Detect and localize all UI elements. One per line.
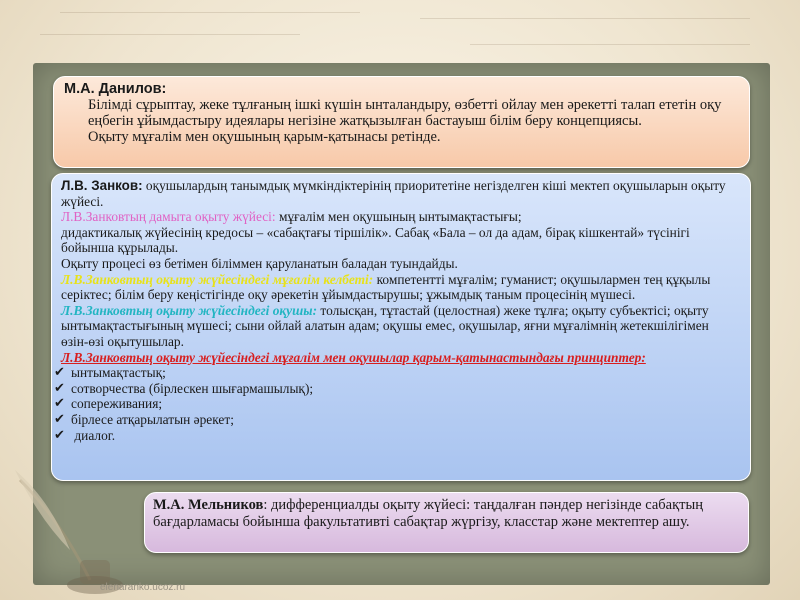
bullet-icon	[64, 97, 88, 129]
principle-text: сотворчества (бірлескен шығармашылық);	[71, 380, 314, 396]
danilov-heading: М.А. Данилов:	[64, 81, 167, 97]
checkmark-icon: ✔	[54, 380, 65, 396]
checkmark-icon: ✔	[54, 396, 65, 412]
principle-text: диалог.	[71, 427, 116, 443]
melnikov-text: : дифференциалды оқыту жүйесі: таңдалған пәндер негізінде сабақтың бағдарламасы бойынша факультативті сабақтар жүргізу, класстар және мектептер ашу.	[153, 497, 703, 530]
zankov-p5-text: компетентті мұғалім; гуманист; оқушылармен тең құқылы серіктес; білім беру кеңістігінде оқу әрекетін ұйымдастырушы; ұжымдық таным процесінің мүшесі.	[61, 271, 711, 303]
zankov-intro-text: оқушылардың танымдық мүмкіндіктерінің приоритетіне негізделген кіші мектеп оқушыларын оқыту жүйесі.	[61, 178, 726, 209]
zankov-p5-label: Л.В.Занковтың оқыту жүйесіндегі мұғалім келбеті:	[61, 271, 374, 287]
danilov-bullet-text: Оқыту мұғалім мен оқушының қарым-қатынасы ретінде.	[88, 129, 441, 145]
principle-text: сопереживания;	[71, 396, 163, 412]
decorative-script	[40, 34, 300, 35]
zankov-p2-text: мұғалім мен оқушының ынтымақтастығы;	[278, 209, 522, 225]
danilov-box	[53, 76, 750, 168]
danilov-bullet-text: Білімді сұрыптау, жеке тұлғаның ішкі күшін ынталандыру, өзбетті ойлау мен әрекетті талап ететін оқу еңбегін ұйымдастыру идеялары негізіне жатқызылған бастауыш білім беру концепциясы.	[88, 97, 722, 129]
footer-url: elenaranko.ucoz.ru	[100, 582, 186, 593]
principle-item	[54, 381, 738, 397]
danilov-bullet	[64, 97, 737, 129]
zankov-p4: Оқыту процесі өз бетімен біліммен қаруланатын баладан туындайды.	[61, 255, 458, 271]
checkmark-icon: ✔	[54, 365, 65, 381]
decorative-script	[420, 18, 750, 19]
checkmark-icon: ✔	[54, 411, 65, 427]
melnikov-box	[144, 492, 749, 553]
zankov-p5	[61, 272, 738, 303]
zankov-p2	[61, 209, 738, 225]
zankov-p7-label: Л.В.Занковтың оқыту жүйесіндегі мұғалім мен оқушылар қарым-қатынастындағы принциптер:	[61, 349, 646, 365]
zankov-heading: Л.В. Занков:	[61, 178, 143, 193]
zankov-p2-label: Л.В.Занковтың дамыта оқыту жүйесі:	[61, 209, 276, 225]
decorative-script	[60, 12, 360, 13]
zankov-intro	[61, 178, 738, 209]
zankov-p6-label: Л.В.Занковтың оқыту жүйесіндегі оқушы:	[61, 302, 318, 318]
principle-item	[54, 365, 738, 381]
zankov-p6	[61, 303, 738, 350]
zankov-p6-text: толысқан, тұтастай (целостная) жеке тұлға; оқыту субъектісі; оқыту ынтымақтастығының мүшесі; сыни ойлай алатын адам; оқушы емес, оқушылар, яғни мұғалімнің жетекшілігімен өзін-өзі оқытушылар.	[61, 302, 709, 349]
principle-item	[54, 412, 738, 428]
principle-item	[54, 396, 738, 412]
checkmark-icon: ✔	[54, 427, 65, 443]
melnikov-heading: М.А. Мельников	[153, 497, 264, 513]
principle-text: ынтымақтастық;	[71, 365, 166, 381]
danilov-bullet	[64, 129, 737, 145]
zankov-box	[51, 173, 751, 481]
zankov-p3: дидактикалық жүйесінің кредосы – «сабақтағы тіршілік». Сабақ «Бала – ол да адам, бірақ кішкентай» түсінігі бойынша құрылады.	[61, 224, 690, 256]
bullet-icon	[64, 129, 88, 145]
principle-text: бірлесе атқарылатын әрекет;	[71, 411, 234, 427]
decorative-script	[470, 44, 750, 45]
principle-item	[54, 428, 738, 444]
quill-inkwell-icon	[0, 460, 150, 600]
